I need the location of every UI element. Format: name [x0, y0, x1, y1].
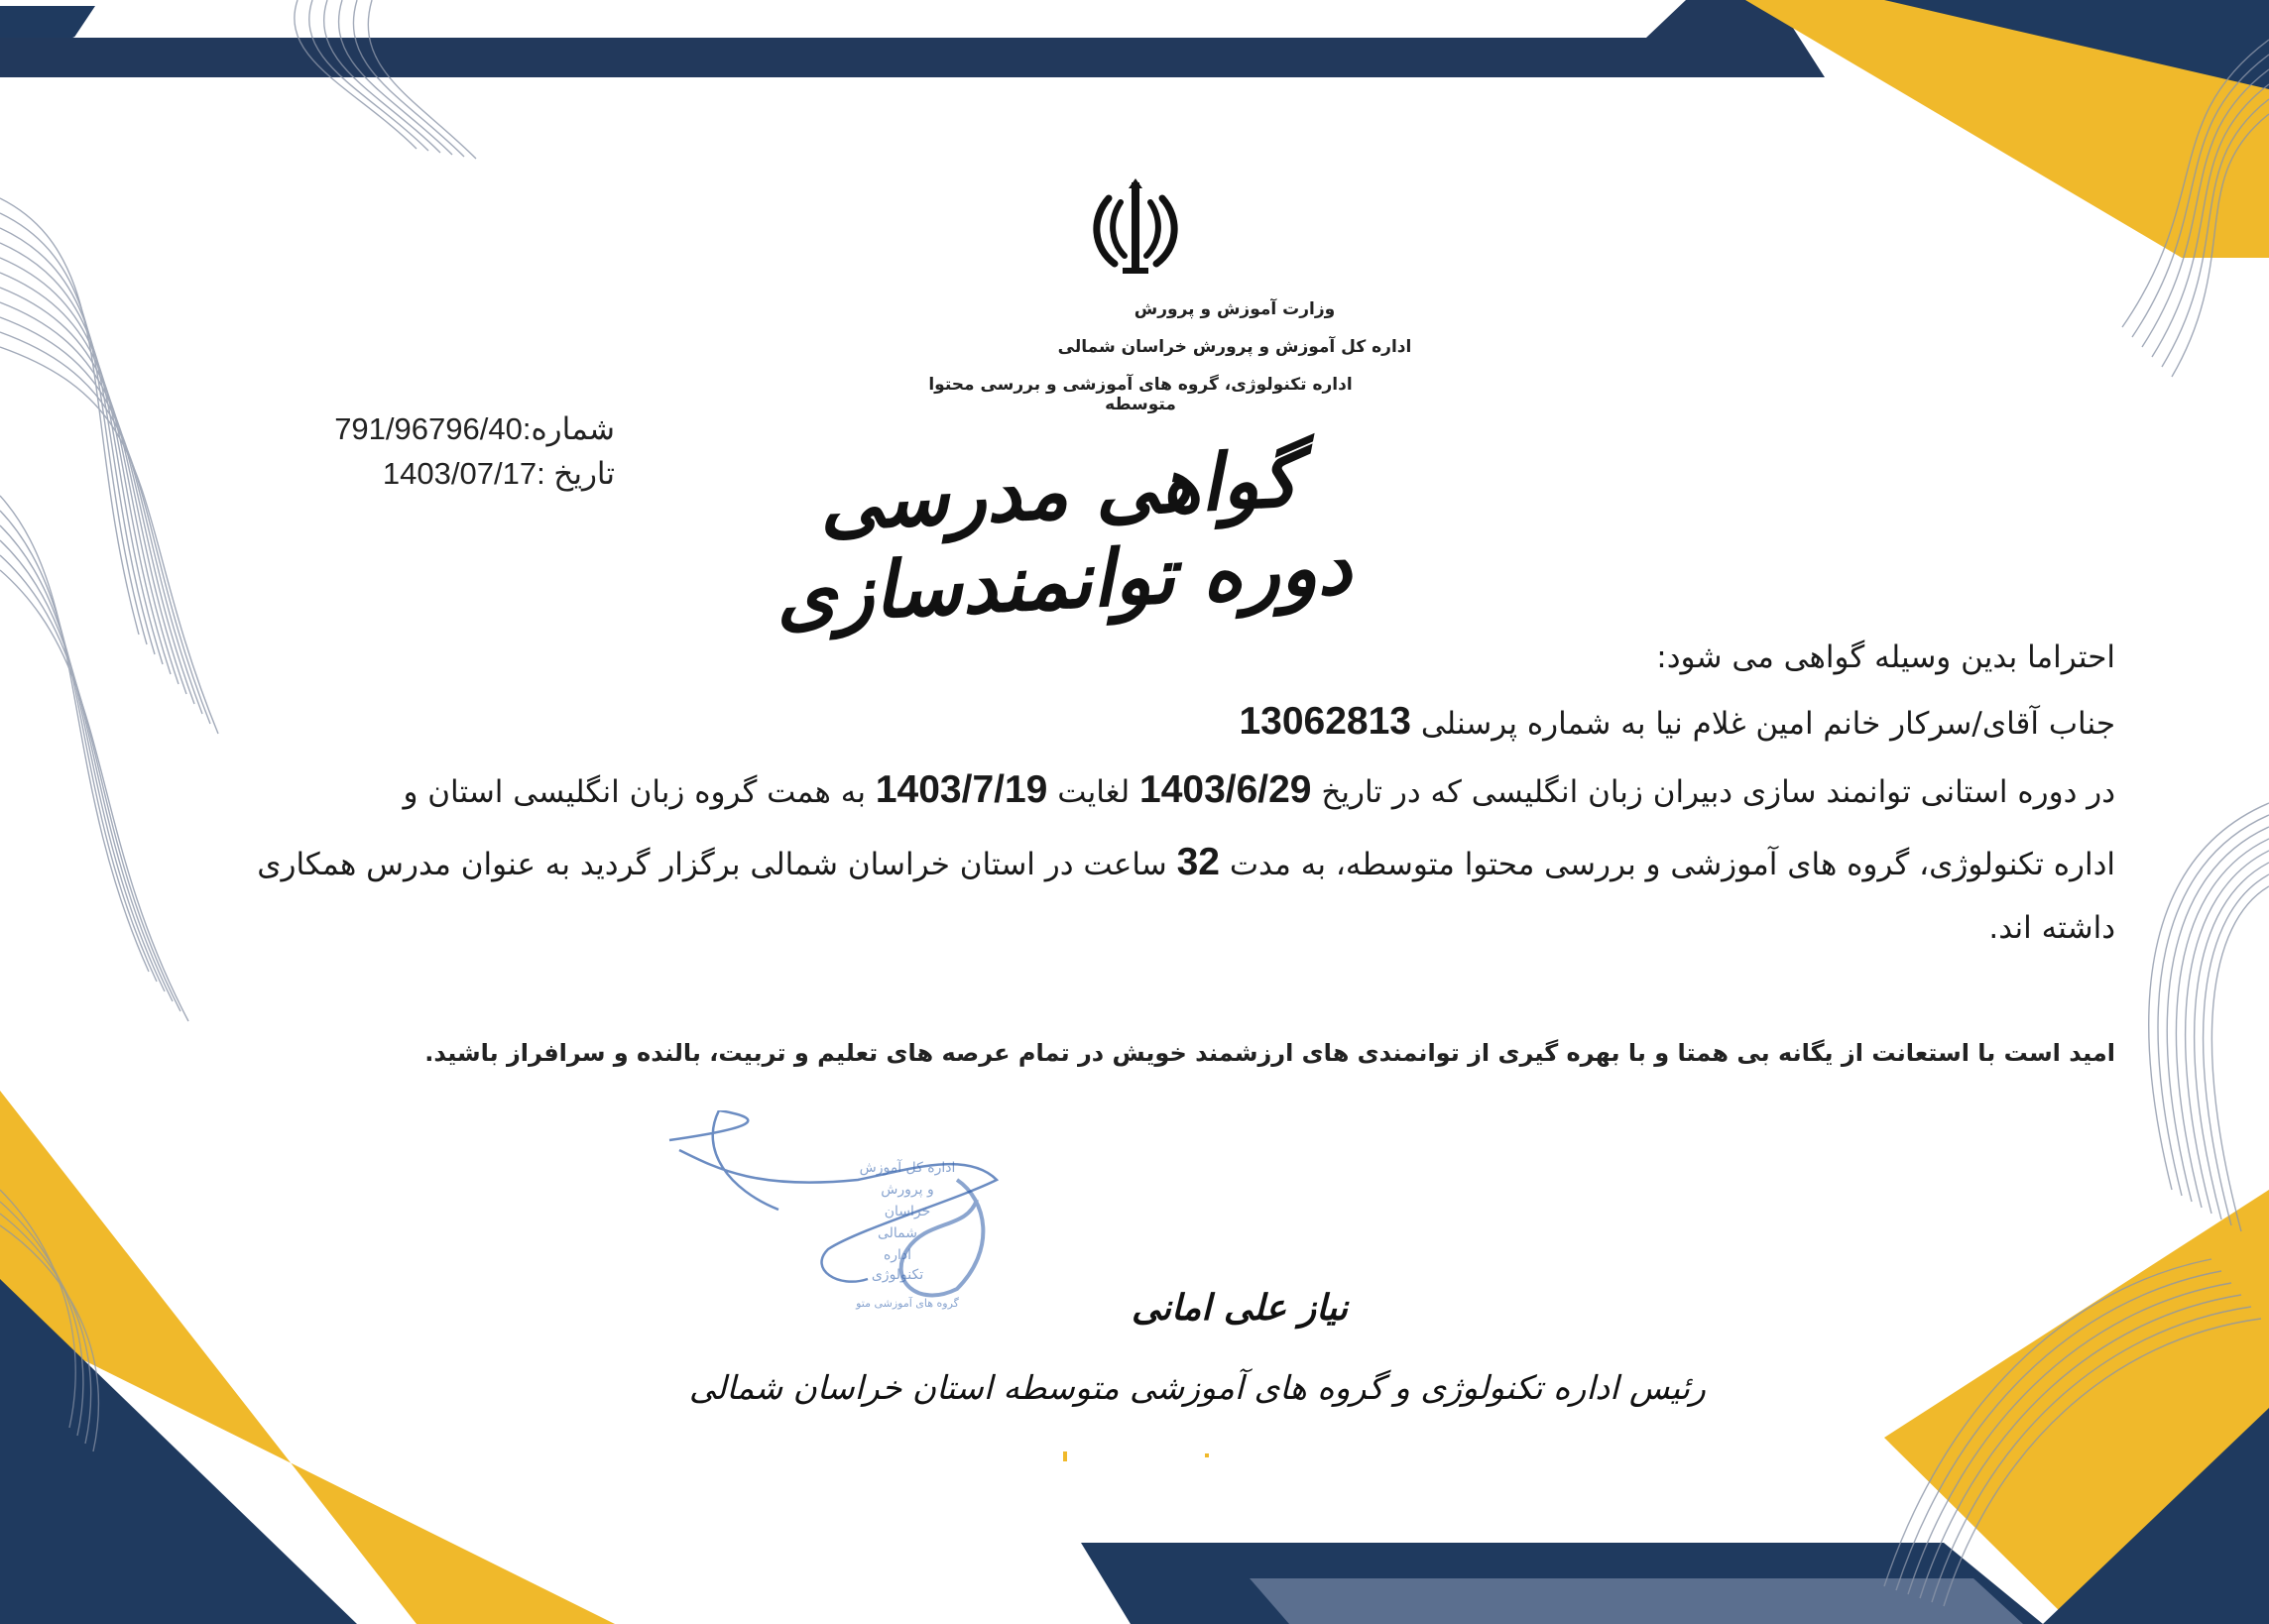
date-value: 1403/07/17: [382, 456, 537, 491]
end-date: 1403/7/19: [875, 768, 1048, 811]
recipient-line: [1239, 700, 2115, 744]
course-text-b: لغایت: [1047, 774, 1139, 810]
stamp-line: اداره: [883, 1247, 912, 1263]
signer-title: رئیس اداره تکنولوژی و گروه های آموزشی متوسطه استان خراسان شمالی: [688, 1368, 1706, 1407]
course-hours: 32: [1176, 841, 1220, 883]
stamp-line: و پرورش: [881, 1182, 934, 1198]
course-text-c: به همت گروه زبان انگلیسی استان و: [403, 774, 876, 810]
certificate-date: [258, 456, 615, 492]
personnel-number: 13062813: [1239, 700, 1411, 743]
office-line: اداره تکنولوژی، گروه های آموزشی و بررسی محتوا متوسطه: [928, 375, 1353, 414]
course-text-a: در دوره استانی توانمند سازی دبیران زبان انگلیسی که در تاریخ: [1311, 774, 2115, 810]
left-wave-lines: [0, 198, 218, 1021]
ministry-line: وزارت آموزش و پرورش: [1134, 299, 1336, 319]
stamp-line: خراسان: [884, 1204, 931, 1219]
closing-wish: امید است با استعانت از یگانه بی همتا و با بهره گیری از توانمندی های ارزشمند خویش در تمام عرصه های تعلیم و تربیت، بالنده و سرافراز باشید.: [424, 1039, 2115, 1067]
signer-name: نیاز علی امانی: [1132, 1287, 1348, 1329]
greeting-line: احتراما بدین وسیله گواهی می شود:: [1656, 639, 2115, 675]
certificate-title: گواهی مدرسی دوره توانمندسازی: [773, 433, 1354, 642]
date-label: تاریخ :: [537, 456, 615, 491]
organizer-line: [257, 841, 2115, 884]
stamp-line: تکنولوژی: [871, 1267, 924, 1283]
certificate-number: [258, 411, 615, 447]
department-line: اداره کل آموزش و پرورش خراسان شمالی: [1057, 337, 1412, 357]
stamp-line: شمالی: [877, 1225, 918, 1241]
official-stamp: [659, 1110, 1076, 1319]
course-line: [403, 768, 2115, 812]
number-label: شماره:: [522, 411, 615, 446]
decorative-dot: [1205, 1453, 1209, 1457]
organizer-text-a: اداره تکنولوژی، گروه های آموزشی و بررسی محتوا متوسطه، به مدت: [1220, 847, 2115, 882]
stamp-line: اداره کل آموزش: [859, 1160, 956, 1176]
right-wave-lines: [2149, 803, 2269, 1231]
decorative-dot: [1063, 1451, 1067, 1461]
iran-emblem-icon: [1089, 178, 1182, 278]
number-value: 791/96796/40: [334, 411, 523, 446]
stamp-line: گروه های آموزشی متو: [856, 1297, 959, 1310]
recipient-text: جناب آقای/سرکار خانم امین غلام نیا به شماره پرسنلی: [1410, 706, 2115, 742]
closing-body-line: داشته اند.: [1988, 910, 2115, 946]
start-date: 1403/6/29: [1139, 768, 1312, 811]
organizer-text-b: ساعت در استان خراسان شمالی برگزار گردید به عنوان مدرس همکاری: [257, 847, 1177, 882]
